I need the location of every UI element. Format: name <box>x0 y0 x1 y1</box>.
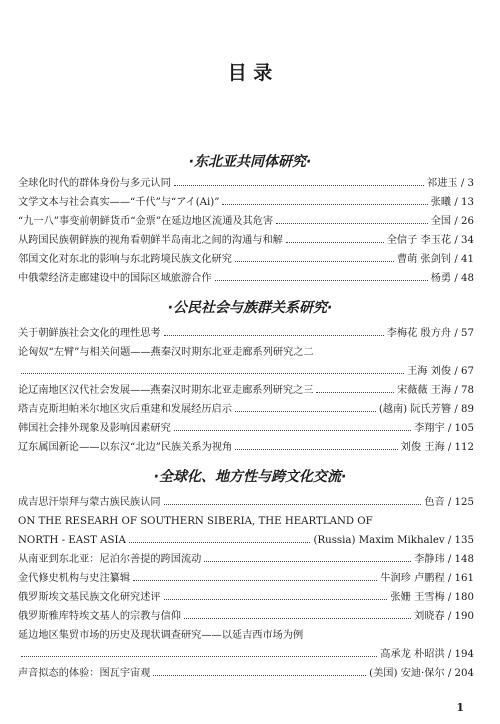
entry-title: 俄罗斯埃文基民族文化研究述评 <box>18 592 161 603</box>
leader-dots <box>235 253 394 262</box>
toc-entry[interactable] <box>18 253 474 266</box>
entry-title: “九一八”事变前朝鲜货币“金票”在延边地区流通及其危害 <box>18 216 274 227</box>
entry-author-page: 张姗 王雪梅 / 180 <box>390 592 474 603</box>
toc-entry[interactable] <box>18 196 474 209</box>
toc-entry[interactable] <box>18 346 474 359</box>
toc-entry[interactable] <box>18 515 474 528</box>
section-heading: ·东北亚共同体研究· <box>188 154 312 170</box>
entry-author-page: 祁进玉 / 3 <box>427 178 474 189</box>
entry-author-page: 色音 / 125 <box>424 497 474 508</box>
toc-entry[interactable] <box>18 496 474 509</box>
page-title: 目 录 <box>227 62 273 84</box>
entry-title: 邻国文化对东北的影响与东北跨境民族文化研究 <box>18 254 232 265</box>
toc-entry[interactable] <box>18 591 474 604</box>
toc-entry[interactable] <box>18 610 474 623</box>
entry-title: 关于朝鲜族社会文化的理性思考 <box>18 328 161 339</box>
leader-dots <box>21 365 404 374</box>
entry-author-page: 杨勇 / 48 <box>430 273 474 284</box>
entry-title: NORTH - EAST ASIA <box>18 535 126 546</box>
leader-dots <box>215 272 428 281</box>
entry-author-page: 李翔宇 / 105 <box>414 423 474 434</box>
section-heading: ·公民社会与族群关系研究· <box>167 300 333 316</box>
toc-entry[interactable] <box>18 572 474 585</box>
entry-author-page: (越南) 阮氏芳簪 / 89 <box>378 404 474 415</box>
toc-entry-continued[interactable] <box>18 365 474 378</box>
toc-entry[interactable] <box>18 403 474 416</box>
entry-title: 论匈奴“左臂”与相关问题——燕秦汉时期东北亚走廊系列研究之二 <box>18 347 314 358</box>
leader-dots <box>204 553 411 562</box>
leader-dots <box>21 648 377 657</box>
entry-title: 塔吉克斯坦帕米尔地区灾后重建和发展经历启示 <box>18 404 232 415</box>
leader-dots <box>174 177 424 186</box>
leader-dots <box>153 667 366 676</box>
entry-title: 从跨国民族朝鲜族的视角看朝鲜半岛南北之间的沟通与和解 <box>18 235 283 246</box>
entry-author-page: 张曦 / 13 <box>430 197 474 208</box>
toc-entry-continued[interactable] <box>18 648 474 661</box>
toc-entry[interactable] <box>18 422 474 435</box>
leader-dots <box>235 441 397 450</box>
entry-author-page: (Russia) Maxim Mikhalev / 135 <box>313 535 474 546</box>
entry-title: 韩国社会排外现象及影响因素研究 <box>18 423 171 434</box>
entry-title: 俄罗斯雅库特埃文基人的宗教与信仰 <box>18 611 181 622</box>
entry-author-page: 全信子 李玉花 / 34 <box>386 235 474 246</box>
entry-title: 中俄蒙经济走廊建设中的国际区域旅游合作 <box>18 273 212 284</box>
page-number: 1 <box>456 701 464 714</box>
entry-title: 成吉思汗崇拜与蒙古族民族认同 <box>18 497 161 508</box>
leader-dots <box>286 234 384 243</box>
entry-author-page: 李静玮 / 148 <box>414 554 474 565</box>
entry-author-page: 刘俊 王海 / 112 <box>400 442 474 453</box>
leader-dots <box>222 196 427 205</box>
leader-dots <box>164 327 384 336</box>
toc-entry[interactable] <box>18 553 474 566</box>
toc-entry[interactable] <box>18 234 474 247</box>
entry-author-page: 全国 / 26 <box>430 216 474 227</box>
toc-entry[interactable] <box>18 384 474 397</box>
toc-entry[interactable] <box>18 177 474 190</box>
toc-entry[interactable] <box>18 629 474 642</box>
entry-title: 全球化时代的群体身份与多元认同 <box>18 178 171 189</box>
leader-dots <box>276 215 428 224</box>
toc-entry[interactable] <box>18 441 474 454</box>
entry-title: 声音拟态的体验：图瓦宇宙观 <box>18 668 151 679</box>
entry-title: 论辽南地区汉代社会发展——燕秦汉时期东北亚走廊系列研究之三 <box>18 385 314 396</box>
entry-title: 辽东属国新论——以东汉“北边”民族关系为视角 <box>18 442 233 453</box>
entry-title: 延边地区集贸市场的历史及现状调查研究——以延吉西市场为例 <box>18 630 304 641</box>
entry-author-page: 宋薇薇 王海 / 78 <box>396 385 474 396</box>
toc-entry[interactable] <box>18 327 474 340</box>
leader-dots <box>184 610 411 619</box>
toc-entry[interactable] <box>18 215 474 228</box>
toc-entry-continued[interactable] <box>18 534 474 547</box>
toc-entry[interactable] <box>18 272 474 285</box>
leader-dots <box>129 534 311 543</box>
leader-dots <box>316 384 394 393</box>
entry-author-page: 李梅花 殷方舟 / 57 <box>386 328 474 339</box>
entry-author-page: 王海 刘俊 / 67 <box>407 366 474 377</box>
section-heading: ·全球化、地方性与跨文化交流· <box>153 469 347 485</box>
entry-title: 文学文本与社会真实——“千代”与“アイ(Ai)” <box>18 197 220 208</box>
toc-entry[interactable] <box>18 667 474 680</box>
entry-author-page: 牛润珍 卢鹏程 / 161 <box>380 573 474 584</box>
leader-dots <box>164 496 422 505</box>
leader-dots <box>174 422 411 431</box>
leader-dots <box>133 572 377 581</box>
entry-title: ON THE RESEARH OF SOUTHERN SIBERIA, THE HEARTLAND OF <box>18 516 373 527</box>
leader-dots <box>235 403 376 412</box>
entry-author-page: 曹萌 张剑钊 / 41 <box>396 254 474 265</box>
entry-title: 金代修史机构与史注纂辑 <box>18 573 131 584</box>
entry-author-page: (美国) 安迪·保尔 / 204 <box>369 668 474 679</box>
entry-author-page: 高承龙 朴昭洪 / 194 <box>380 649 474 660</box>
entry-title: 从南亚到东北亚：尼泊尔善提的跨国流动 <box>18 554 202 565</box>
leader-dots <box>164 591 388 600</box>
entry-author-page: 刘晓春 / 190 <box>414 611 474 622</box>
